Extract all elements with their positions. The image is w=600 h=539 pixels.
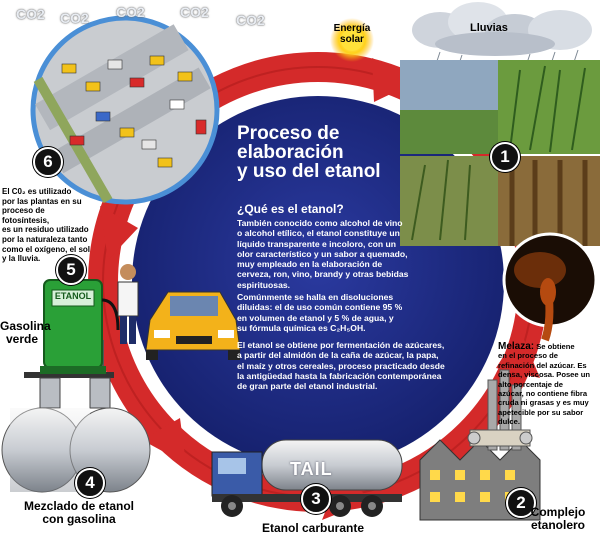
paragraph-production: El etanol se obtiene por fermentación de azúcares, a partir del almidón de la caña de azúcar, la papa, el maíz y otros cereales, proceso practicado desde la antigüedad hasta la fabricación contemporánea de gran parte del etanol industrial. [237, 340, 445, 392]
step-3-marker: 3 [301, 484, 331, 514]
page-title: Proceso de elaboración y uso del etanol [237, 123, 381, 182]
rain-label: Lluvias [470, 22, 508, 34]
melaza-term: Melaza: [498, 341, 535, 352]
traffic-aerial-photo [33, 18, 217, 203]
mezclado-label: Mezclado de etanol con gasolina [23, 499, 135, 526]
complejo-label: Complejo etanolero [530, 505, 586, 532]
question-heading: ¿Qué es el etanol? [237, 202, 344, 216]
center-text-panel [205, 112, 445, 412]
gasolina-verde-label: Gasolina verde [0, 319, 51, 346]
step-4-marker: 4 [75, 468, 105, 498]
co2-label: CO2 [180, 4, 209, 20]
paragraph-definition: También conocido como alcohol de vino o alcohol etílico, el etanol constituye un líquido transparente e incoloro, con un olor característico y un sabor a quemado, muy empleado en la elaboración de cerveza, ron, vino, brandy y otras bebidas espirituosas. [237, 218, 409, 290]
step-1-marker: 1 [490, 142, 520, 172]
sun-label: Energía solar [333, 23, 371, 45]
co2-label: CO2 [16, 6, 45, 22]
carburante-label: Etanol carburante [262, 521, 365, 535]
rain-cloud-icon [412, 2, 592, 67]
co2-label: CO2 [116, 4, 145, 20]
co2-label: CO2 [236, 12, 265, 28]
step-5-marker: 5 [56, 255, 86, 285]
co2-label: CO2 [60, 10, 89, 26]
co2-note: El C0₂ es utilizado por las plantas en su proceso de fotosíntesis, es un residuo utilizado por la naturaleza tanto como el oxígeno, el sol y la lluvia. [2, 187, 91, 264]
paragraph-composition: Comúnmente se halla en disoluciones diluidas: el de uso común contiene 95 % en volumen de etanol y 5 % de agua, y su fórmula química es C₂H₅OH. [237, 292, 403, 333]
step-6-marker: 6 [33, 147, 63, 177]
truck-lettering: TAIL [290, 459, 333, 479]
pump-brand: ETANOL [54, 291, 92, 301]
melaza-note: Melaza: Se obtiene en el proceso de refinación del azúcar. Es densa, viscosa. Posee un alto porcentaje de azúcar, no contiene fibra cruda ni grasas y es muy apetecible por su sabor dulce. [498, 341, 591, 427]
step-2-marker: 2 [506, 488, 536, 518]
